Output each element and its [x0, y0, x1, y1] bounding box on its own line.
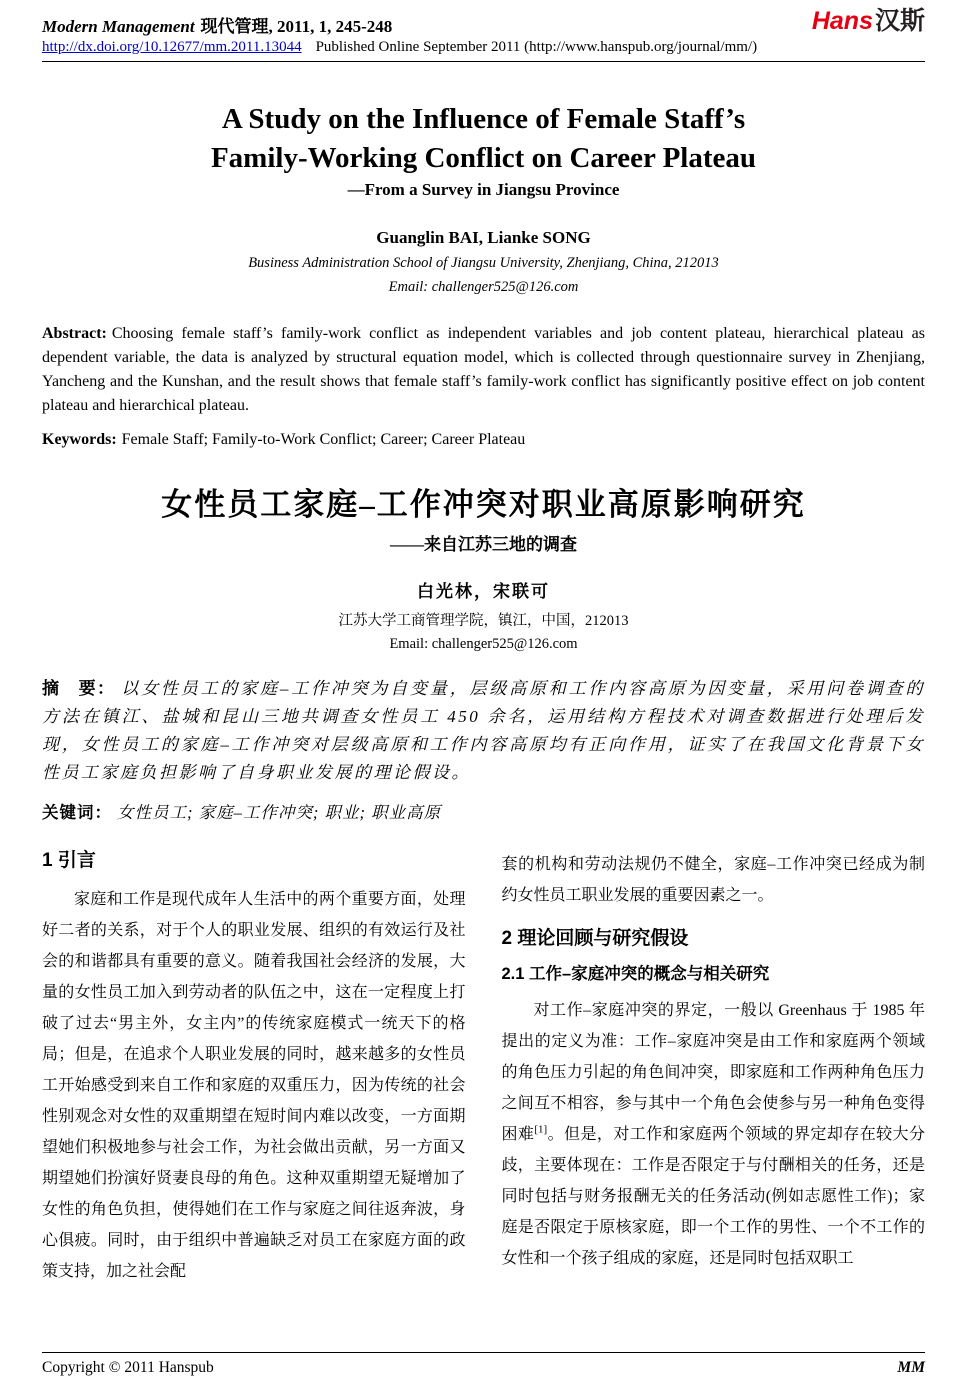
right-column: [502, 849, 926, 1287]
logo-hans-text: Hans: [811, 7, 873, 35]
author-names-en: Guanglin BAI, Lianke SONG: [376, 228, 591, 248]
paper-title-en: [42, 100, 925, 178]
left-column: [42, 849, 466, 1287]
section-2-1-paragraph-part-a: 对工作–家庭冲突的界定，一般以 Greenhaus 于 1985 年提出的定义为准：工作–家庭冲突是由工作和家庭两个领域的角色压力引起的角色间冲突，即家庭和工作两种角色压力之间互不相容，参与其中一个角色会使参与另一种角色变得困难: [501, 1002, 925, 1144]
hanspub-logo: [812, 8, 925, 36]
section-2-heading: 2 理论回顾与研究假设: [501, 928, 689, 950]
two-column-body: [42, 849, 925, 1287]
abstract-text-en: Choosing female staff’s family-work conflict as independent variables and job content plateau, hierarchical plateau as dependent variable, the data is analyzed by structural equation model, which is collected through questionnaire survey in Zhenjiang, Yancheng and the Kunshan, and the result shows that female staff’s family-work conflict has significantly positive effect on job content plateau and hierarchical plateau.: [42, 325, 925, 415]
authors-block-en: [42, 228, 925, 296]
header-publish-row: [42, 39, 925, 56]
journal-abbreviation: MM: [897, 1359, 925, 1376]
journal-name-en: Modern Management: [42, 17, 195, 36]
paper-subtitle-en: —From a Survey in Jiangsu Province: [347, 180, 620, 200]
keywords-zh: [42, 799, 925, 823]
section-1-paragraph-continued: 套的机构和劳动法规仍不健全，家庭–工作冲突已经成为制约女性员工职业发展的重要因素之一。: [501, 856, 925, 905]
published-info: Published Online September 2011 (http://www.hanspub.org/journal/mm/): [315, 39, 758, 55]
abstract-text-zh: 以女性员工的家庭–工作冲突为自变量，层级高原和工作内容高原为因变量，采用问卷调查的方法在镇江、盐城和昆山三地共调查女性员工 450 余名，运用结构方程技术对调查数据进行处理后发现，女性员工的家庭–工作冲突对层级高原和工作内容高原均有正向作用，证实了在我国文化背景下女性员工家庭负担影响了自身职业发展的理论假设。: [42, 679, 926, 783]
keywords-label-en: Keywords:: [42, 431, 117, 449]
journal-citation: [42, 8, 392, 37]
section-2-1-heading: 2.1 工作–家庭冲突的概念与相关研究: [501, 964, 770, 983]
section-2-1-paragraph: [502, 995, 926, 1274]
doi-link[interactable]: http://dx.doi.org/10.12677/mm.2011.13044: [42, 39, 302, 55]
reference-1-superscript: [1]: [534, 1124, 548, 1137]
affiliation-zh: 江苏大学工商管理学院，镇江，中国，212013: [338, 613, 629, 630]
author-names-zh: 白光林，宋联可: [417, 582, 550, 602]
header-top-row: [42, 8, 925, 37]
section-2-1-paragraph-part-b: 。但是，对工作和家庭两个领域的界定却存在较大分歧，主要体现在：工作是否限定于与付酬相关的任务，还是同时包括与财务报酬无关的任务活动(例如志愿性工作)；家庭是否限定于原核家庭，即一个工作的男性、一个不工作的女性和一个孩子组成的家庭，还是同时包括双职工: [501, 1126, 925, 1268]
keywords-en: [42, 431, 925, 449]
title-line-2: Family-Working Conflict on Career Plateau: [210, 142, 757, 175]
copyright-text: Copyright © 2011 Hanspub: [42, 1359, 214, 1376]
keywords-text-zh: 女性员工; 家庭–工作冲突; 职业; 职业高原: [117, 803, 442, 823]
email-en: Email: challenger525@126.com: [388, 279, 579, 296]
abstract-label-zh: 摘 要：: [42, 679, 116, 699]
affiliation-en: Business Administration School of Jiangsu University, Zhenjiang, China, 212013: [248, 255, 719, 272]
paper-subtitle-zh: ——来自江苏三地的调查: [390, 535, 577, 555]
abstract-zh: [42, 675, 925, 787]
title-line-1: A Study on the Influence of Female Staff’s: [221, 103, 746, 135]
section-1-heading: 1 引言: [42, 850, 96, 872]
keywords-label-zh: 关键词：: [42, 803, 112, 823]
section-1-paragraph: 家庭和工作是现代成年人生活中的两个重要方面，处理好二者的关系，对于个人的职业发展、组织的有效运行及社会的和谐都具有重要的意义。随着我国社会经济的发展，大量的女性员工加入到劳动者的队伍之中，这在一定程度上打破了过去“男主外，女主内”的传统家庭模式一统天下的格局；但是，在追求个人职业发展的同时，越来越多的女性员工开始感受到来自工作和家庭的双重压力，因为传统的社会性别观念对女性的双重期望在短时间内难以改变，一方面期望她们积极地参与社会工作，为社会做出贡献，另一方面又期望她们扮演好贤妻良母的角色。这种双重期望无疑增加了女性的角色负担，使得她们在工作与家庭之间往返奔波，身心俱疲。同时，由于组织中普遍缺乏对员工在家庭方面的政策支持，加之社会配: [42, 890, 466, 1280]
email-zh: Email: challenger525@126.com: [389, 636, 578, 653]
abstract-label-en: Abstract:: [42, 325, 107, 343]
paper-title-zh: 女性员工家庭–工作冲突对职业高原影响研究: [161, 487, 806, 523]
page-footer: [42, 1352, 925, 1377]
journal-header: [42, 8, 925, 62]
authors-block-zh: [42, 577, 925, 653]
journal-issue-info: 现代管理, 2011, 1, 245-248: [200, 17, 393, 36]
keywords-text-en: Female Staff; Family-to-Work Conflict; Career; Career Plateau: [121, 431, 526, 449]
logo-hanzi-text: 汉斯: [874, 7, 925, 35]
abstract-en: [42, 322, 925, 418]
header-divider: [42, 61, 925, 62]
